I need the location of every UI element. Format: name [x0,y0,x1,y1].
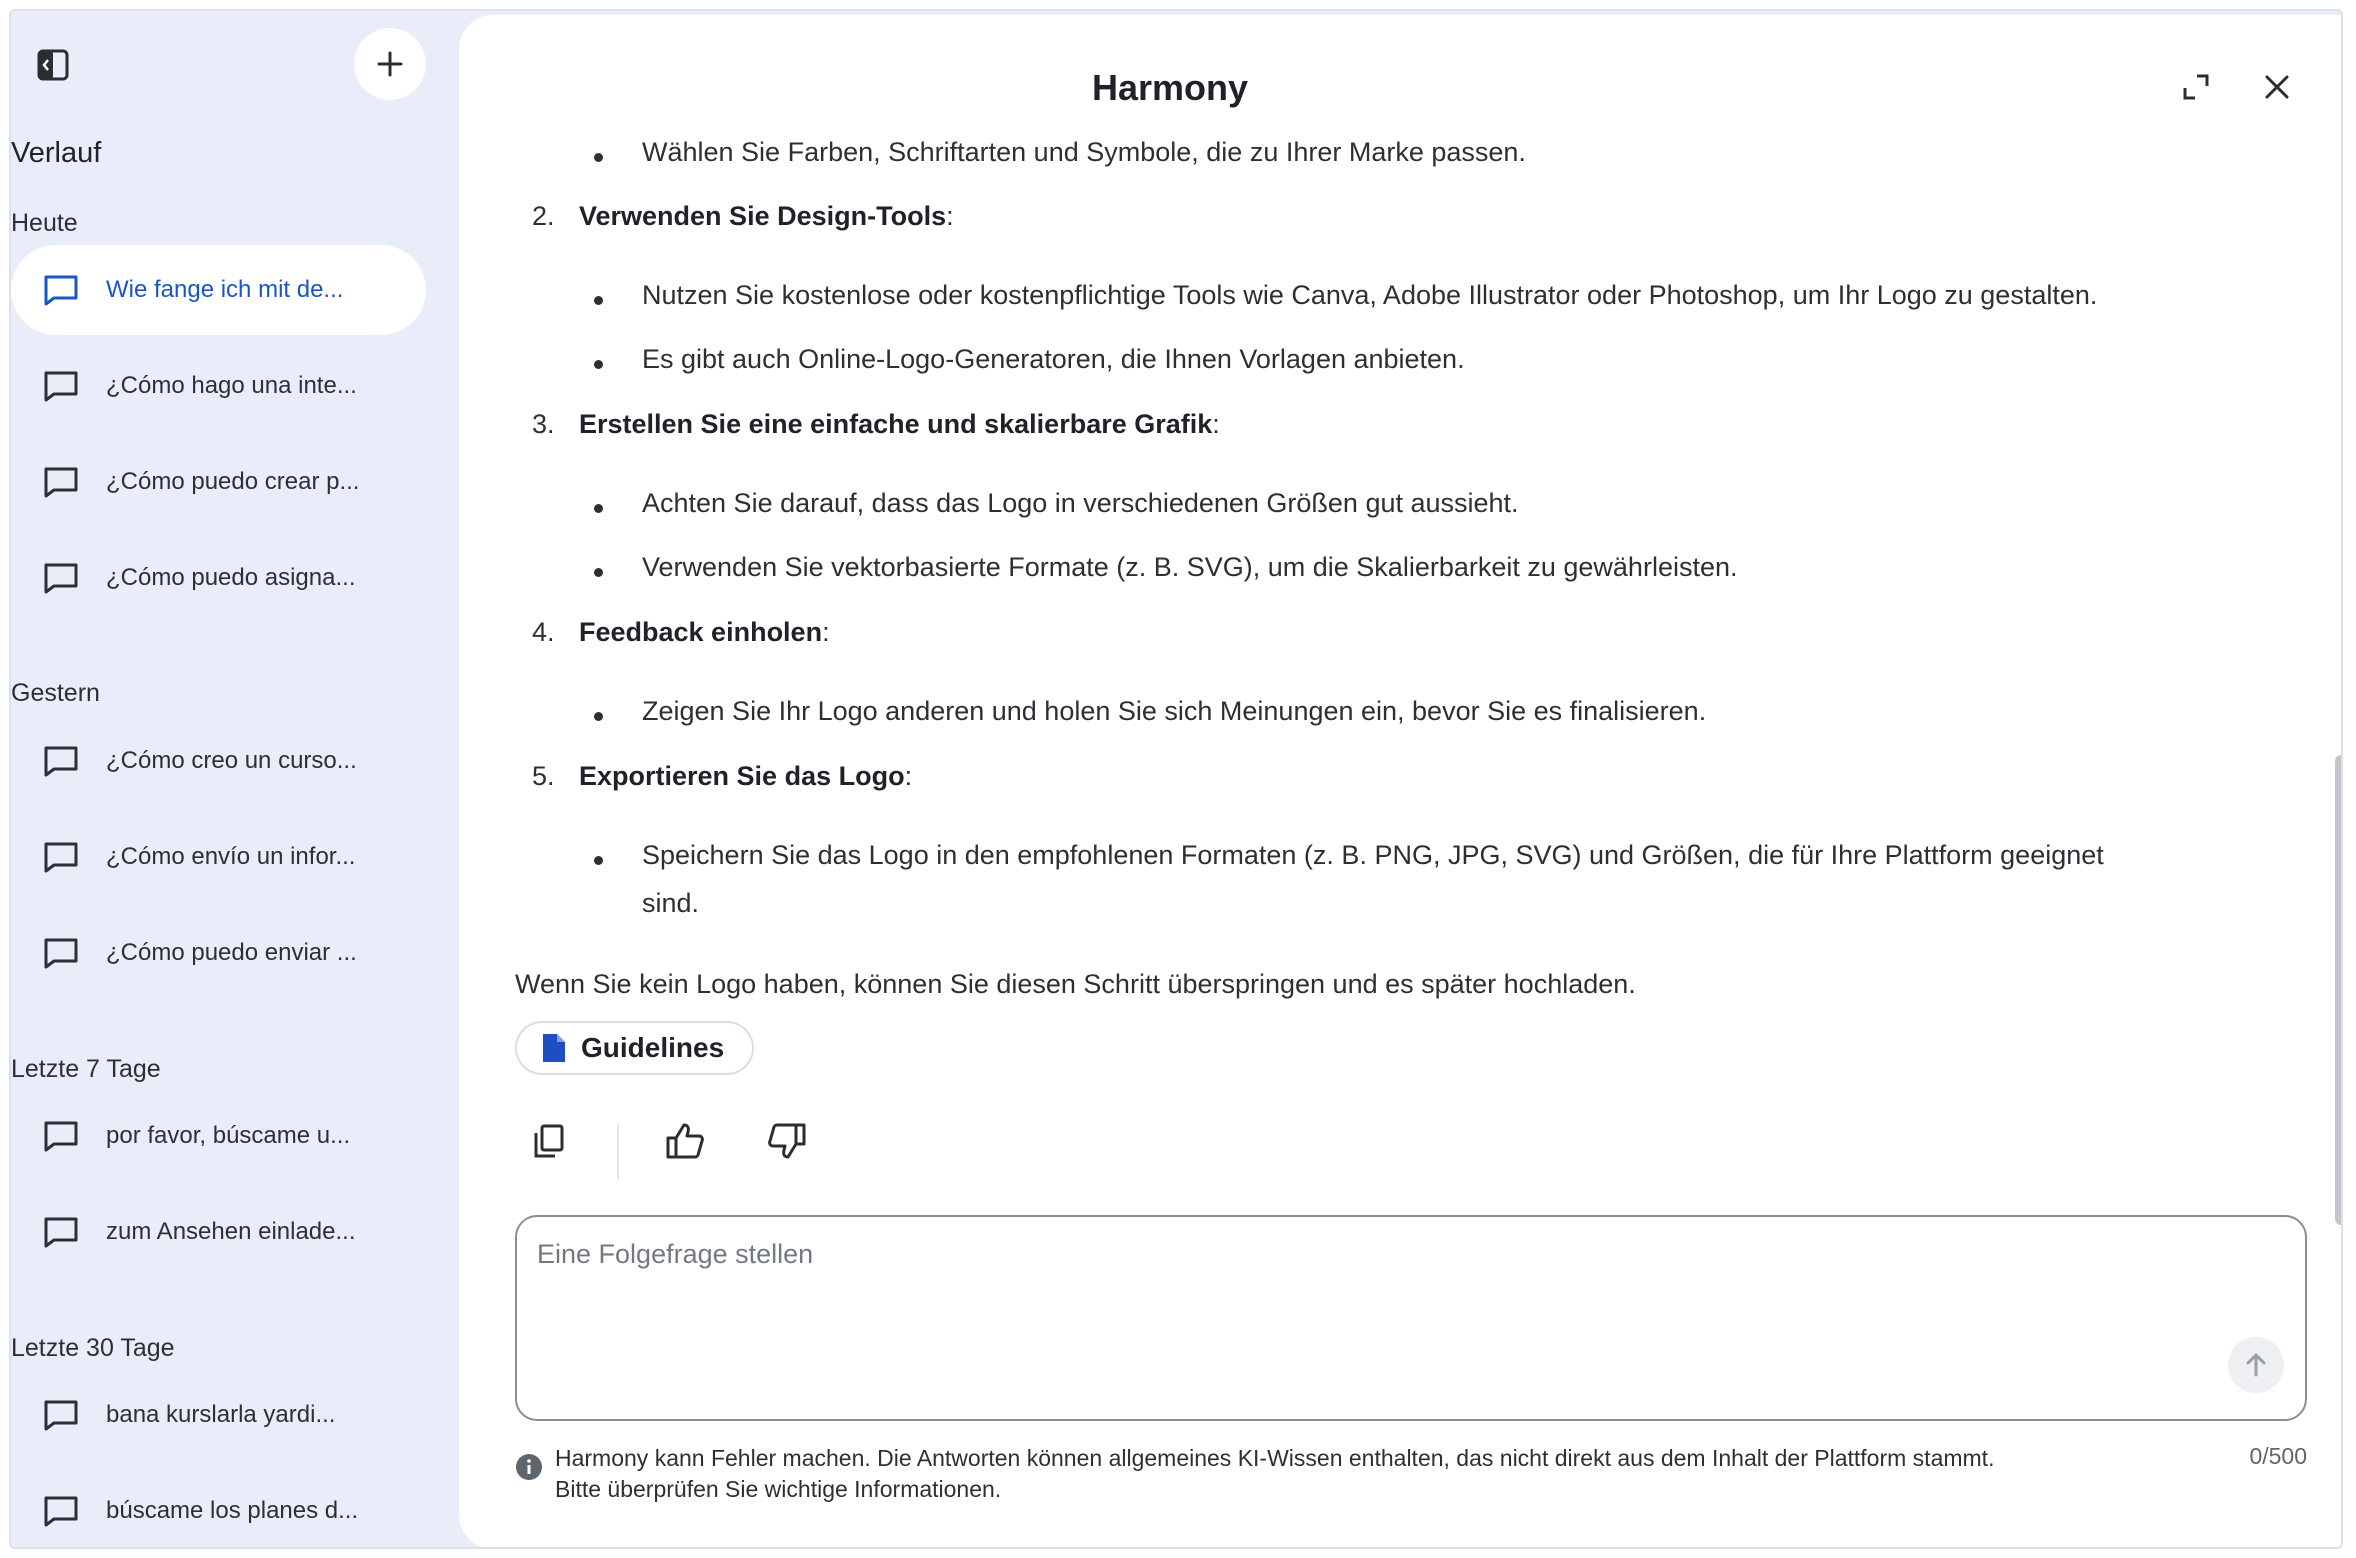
bullet-text-continuation: sind. [642,888,700,918]
bullet [594,296,603,305]
new-chat-button[interactable] [354,28,426,100]
chat-bubble-icon [43,745,79,777]
expand-icon [2181,72,2211,102]
disclaimer-line-1: Harmony kann Fehler machen. Die Antworten können allgemeines KI-Wissen enthalten, das nicht direkt aus dem Inhalt der Plattform stammt. [555,1445,1995,1471]
bullet [594,153,603,162]
close-button[interactable] [2257,67,2297,107]
history-item-label: bana kurslarla yardi... [106,1401,336,1428]
step-heading [579,761,912,792]
disclaimer-line-2: Bitte überprüfen Sie wichtige Informationen. [555,1476,1002,1502]
chat-bubble-icon [43,1120,79,1152]
chat-bubble-icon [43,841,79,873]
scrollbar-thumb[interactable] [2335,755,2343,1225]
step-title: Verwenden Sie Design-Tools [579,201,947,231]
chat-bubble-icon [43,1399,79,1431]
step-colon: : [1212,409,1220,439]
chat-bubble-icon [43,937,79,969]
history-item-label: ¿Cómo hago una inte... [106,372,357,399]
step-heading [579,409,1220,440]
chat-bubble-icon [43,1216,79,1248]
source-chip-guidelines[interactable] [515,1021,754,1075]
step-number: 5. [532,761,555,791]
expand-button[interactable] [2176,67,2216,107]
character-counter: 0/500 [2249,1443,2307,1469]
bullet [594,568,603,577]
history-item[interactable] [11,533,426,623]
sidebar-toggle-button[interactable] [33,45,73,85]
chat-bubble-icon [43,274,79,306]
arrow-up-icon [2242,1351,2270,1379]
copy-icon [532,1123,566,1159]
history-item-label: ¿Cómo puedo asigna... [106,564,356,591]
chat-panel [459,15,2343,1549]
closing-text: Wenn Sie kein Logo haben, können Sie diesen Schritt überspringen und es später hochladen. [515,969,1636,999]
group-yesterday: Gestern [11,679,100,707]
thumbs-up-icon [665,1122,705,1160]
history-item[interactable] [11,908,426,998]
action-divider [617,1123,619,1179]
dislike-button[interactable] [763,1117,811,1165]
history-item-label: zum Ansehen einlade... [106,1218,356,1245]
bullet [594,360,603,369]
like-button[interactable] [661,1117,709,1165]
history-item-label: ¿Cómo puedo crear p... [106,468,360,495]
history-item[interactable] [11,341,426,431]
chat-bubble-icon [43,466,79,498]
history-item[interactable] [11,437,426,527]
history-item-label: ¿Cómo creo un curso... [106,747,357,774]
plus-icon [376,50,404,78]
history-item[interactable] [11,1370,426,1460]
bullet [594,504,603,513]
history-item[interactable] [11,1466,426,1549]
thumbs-down-icon [767,1122,807,1160]
history-item[interactable] [11,245,426,335]
bullet [594,856,603,865]
group-today: Heute [11,209,78,237]
document-icon [541,1032,567,1064]
history-item-label: búscame los planes d... [106,1497,359,1524]
step-colon: : [946,201,954,231]
bullet-text: Es gibt auch Online-Logo-Generatoren, die Ihnen Vorlagen anbieten. [642,344,1465,374]
disclaimer [515,1443,2195,1505]
group-last-30-days: Letzte 30 Tage [11,1334,175,1362]
step-title: Feedback einholen [579,617,823,647]
step-heading [579,617,830,648]
bullet-text: Zeigen Sie Ihr Logo anderen und holen Sie sich Meinungen ein, bevor Sie es finalisieren. [642,696,1707,726]
step-number: 3. [532,409,555,439]
step-colon: : [904,761,913,791]
follow-up-input[interactable] [537,1239,2187,1389]
bullet [594,712,603,721]
chat-bubble-icon [43,562,79,594]
history-title: Verlauf [11,137,102,169]
copy-button[interactable] [525,1117,573,1165]
close-icon [2263,73,2291,101]
sidebar [11,11,459,1547]
group-last-7-days: Letzte 7 Tage [11,1055,161,1083]
step-title: Exportieren Sie das Logo [579,761,905,791]
bullet-text: Achten Sie darauf, dass das Logo in verschiedenen Größen gut aussieht. [642,488,1519,518]
bullet-text: Verwenden Sie vektorbasierte Formate (z. B. SVG), um die Skalierbarkeit zu gewährleisten. [642,552,1738,582]
history-item-label: ¿Cómo puedo enviar ... [106,939,357,966]
bullet-text: Wählen Sie Farben, Schriftarten und Symbole, die zu Ihrer Marke passen. [642,137,1526,167]
history-item-label: por favor, búscame u... [106,1122,351,1149]
step-number: 4. [532,617,555,647]
source-chip-label: Guidelines [581,1032,725,1063]
history-item[interactable] [11,716,426,806]
step-title: Erstellen Sie eine einfache und skalierbare Grafik [579,409,1213,439]
history-item-label: ¿Cómo envío un infor... [106,843,356,870]
sidebar-toggle-icon [36,48,70,82]
send-button[interactable] [2228,1337,2284,1393]
follow-up-composer [515,1215,2307,1421]
bullet-text: Nutzen Sie kostenlose oder kostenpflichtige Tools wie Canva, Adobe Illustrator oder Photoshop, um Ihr Logo zu gestalten. [642,280,2098,310]
history-item[interactable] [11,812,426,902]
info-icon [515,1453,543,1481]
page-title: Harmony [1091,67,1249,108]
step-colon: : [822,617,830,647]
app-window [9,9,2343,1549]
history-item[interactable] [11,1091,426,1181]
chat-bubble-icon [43,370,79,402]
history-item-label: Wie fange ich mit de... [106,276,344,303]
history-item[interactable] [11,1187,426,1277]
chat-bubble-icon [43,1495,79,1527]
step-number: 2. [532,201,555,231]
bullet-text: Speichern Sie das Logo in den empfohlenen Formaten (z. B. PNG, JPG, SVG) und Größen, die für Ihre Plattform geeignet [642,840,2104,870]
step-heading [579,201,954,232]
